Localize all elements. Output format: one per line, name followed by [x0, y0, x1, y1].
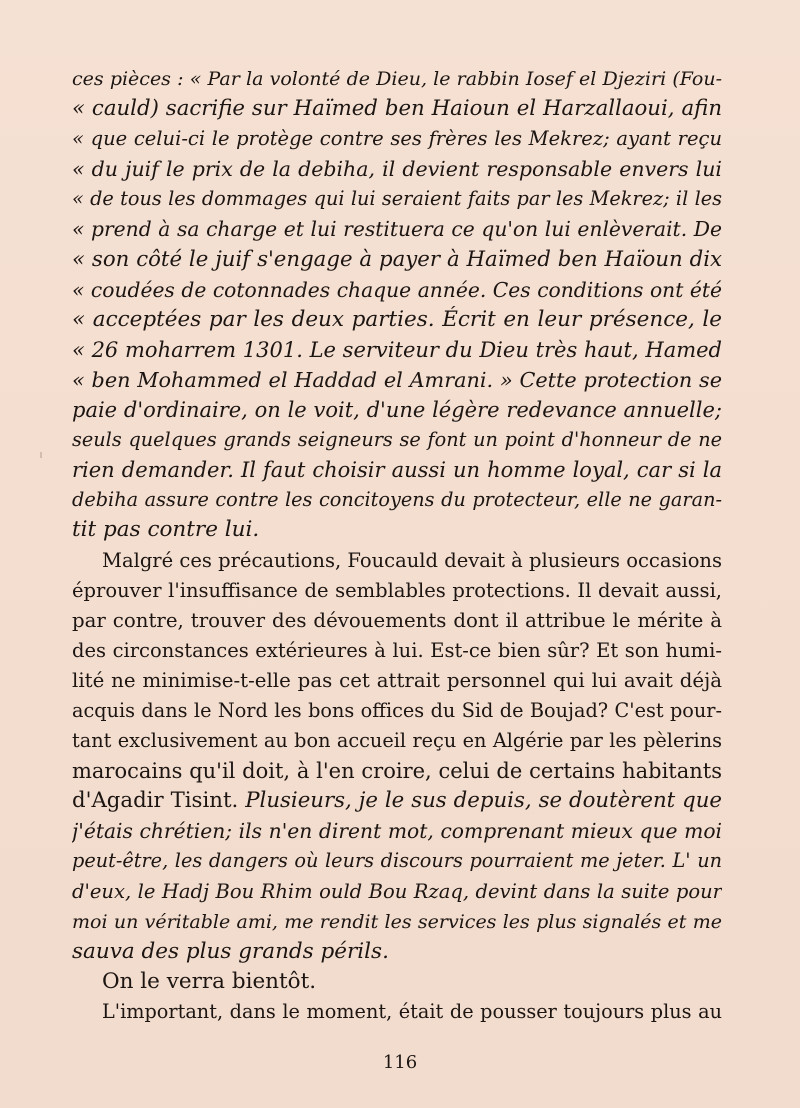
page-number: 116 — [382, 1052, 418, 1073]
text-line: debiha assure contre les concitoyens du protecteur, elle ne garan- — [72, 488, 722, 512]
text-line: « son côté le juif s'engage à payer à Haïmed ben Haïoun dix — [72, 246, 722, 272]
text-line: « que celui-ci le protège contre ses frères les Mekrez; ayant reçu — [72, 127, 722, 151]
text-line: lité ne minimise-t-elle pas cet attrait personnel qui lui avait déjà — [72, 668, 722, 692]
text-line: paie d'ordinaire, on le voit, d'une légère redevance annuelle; — [72, 398, 722, 423]
text-line: seuls quelques grands seigneurs se font un point d'honneur de ne — [72, 428, 722, 452]
text-line: sauva des plus grands périls. — [72, 938, 389, 964]
margin-mark — [40, 452, 42, 458]
text-line: L'important, dans le moment, était de pousser toujours plus au — [102, 999, 722, 1023]
text-line: « 26 moharrem 1301. Le serviteur du Dieu très haut, Hamed — [72, 337, 722, 362]
body-text — [72, 64, 722, 1027]
text-line — [72, 786, 722, 816]
text-line: éprouver l'insuffisance de semblables protections. Il devait aussi, — [72, 578, 722, 602]
text-line: peut-être, les dangers où leurs discours pourraient me jeter. L' un — [72, 849, 722, 873]
text-line: acquis dans le Nord les bons offices du Sid de Boujad? C'est pour- — [72, 698, 722, 722]
text-line: ces pièces : « Par la volonté de Dieu, le rabbin Iosef el Djeziri (Fou- — [72, 68, 722, 90]
text-line: rien demander. Il faut choisir aussi un homme loyal, car si la — [72, 458, 722, 483]
text-line: tant exclusivement au bon accueil reçu en Algérie par les pèlerins — [72, 729, 722, 753]
text-line: moi un véritable ami, me rendit les services les plus signalés et me — [72, 910, 722, 933]
text-line: « de tous les dommages qui lui seraient faits par les Mekrez; il les — [72, 187, 722, 211]
text-line: « acceptées par les deux parties. Écrit en leur présence, le — [72, 306, 722, 332]
text-line: « ben Mohammed el Haddad el Amrani. » Cette protection se — [72, 367, 722, 392]
text-segment: d'Agadir Tisint. — [72, 788, 246, 814]
text-line: « du juif le prix de la debiha, il devient responsable envers lui — [72, 157, 722, 182]
text-line: « coudées de cotonnades chaque année. Ces conditions ont été — [72, 277, 722, 302]
text-line: des circonstances extérieures à lui. Est-ce bien sûr? Et son humi- — [72, 638, 722, 662]
text-segment: Plusieurs, je le sus depuis, se doutèrent que — [245, 788, 722, 814]
text-line: « prend à sa charge et lui restituera ce qu'on lui enlèverait. De — [72, 217, 722, 242]
text-line: On le verra bientôt. — [102, 968, 317, 994]
text-line: j'étais chrétien; ils n'en dirent mot, comprenant mieux que moi — [72, 819, 722, 844]
text-line: par contre, trouver des dévouements dont il attribue le mérite à — [72, 608, 722, 632]
text-line: « cauld) sacrifie sur Haïmed ben Haioun el Harzallaoui, afin — [72, 96, 722, 122]
text-line: tit pas contre lui. — [72, 517, 260, 543]
text-line: d'eux, le Hadj Bou Rhim ould Bou Rzaq, devint dans la suite pour — [72, 879, 722, 903]
text-line: marocains qu'il doit, à l'en croire, celui de certains habitants — [72, 759, 722, 784]
text-line: Malgré ces précautions, Foucauld devait à plusieurs occasions — [102, 548, 722, 572]
